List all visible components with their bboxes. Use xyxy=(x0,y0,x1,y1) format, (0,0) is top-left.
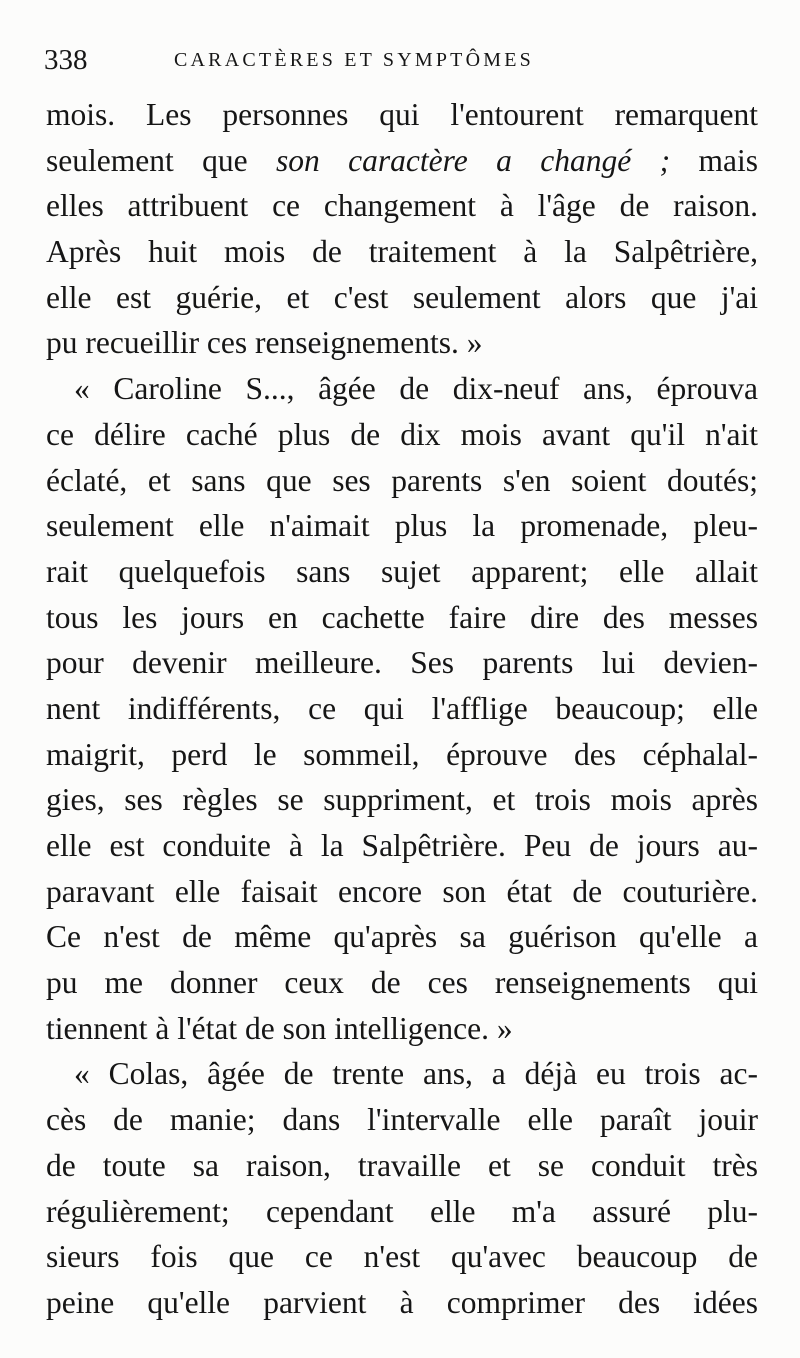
line-text: ce délire caché plus de dix mois avant qu'il n'ait xyxy=(46,416,758,452)
running-title: CARACTÈRES ET SYMPTÔMES xyxy=(174,49,534,71)
line-text: elle est guérie, et c'est seulement alors que j'ai xyxy=(46,279,758,315)
line-text: tous les jours en cachette faire dire des messes xyxy=(46,599,758,635)
line-text: nent indifférents, ce qui l'afflige beaucoup; elle xyxy=(46,690,758,726)
text-line xyxy=(46,1051,758,1097)
line-text: régulièrement; cependant elle m'a assuré plu- xyxy=(46,1193,758,1229)
page-number: 338 xyxy=(44,44,88,76)
text-line xyxy=(46,549,758,595)
line-text: Après huit mois de traitement à la Salpêtrière, xyxy=(46,234,758,270)
text-line xyxy=(46,732,758,778)
line-text: sieurs fois que ce n'est qu'avec beaucoup de xyxy=(46,1239,758,1275)
line-text: pour devenir meilleure. Ses parents lui devien- xyxy=(46,645,758,681)
line-text: gies, ses règles se suppriment, et trois mois après xyxy=(46,782,758,818)
line-text: pu me donner ceux de ces renseignements qui xyxy=(46,965,758,1001)
text-line xyxy=(46,320,758,366)
text-line xyxy=(46,1097,758,1143)
line-text: Ce n'est de même qu'après sa guérison qu'elle a xyxy=(46,919,758,955)
line-text: elles attribuent ce changement à l'âge de raison. xyxy=(46,188,758,224)
text-line xyxy=(46,1280,758,1326)
text-line xyxy=(46,869,758,915)
page-header xyxy=(44,42,756,78)
line-text: peine qu'elle parvient à comprimer des idées xyxy=(46,1284,758,1320)
text-line xyxy=(46,366,758,412)
line-text: elle est conduite à la Salpêtrière. Peu de jours au- xyxy=(46,828,758,863)
line-text: cès de manie; dans l'intervalle elle paraît jouir xyxy=(46,1102,758,1138)
text-line xyxy=(46,777,758,823)
line-text: rait quelquefois sans sujet apparent; elle allait xyxy=(46,553,758,589)
text-line xyxy=(46,595,758,641)
text-line xyxy=(46,458,758,504)
line-text: mois. Les personnes qui l'entourent remarquent xyxy=(46,97,758,132)
body-text xyxy=(46,92,758,1326)
line-text: seulement que xyxy=(46,142,276,178)
line-text: seulement elle n'aimait plus la promenade, pleu- xyxy=(46,508,758,544)
text-line xyxy=(46,412,758,458)
line-text: paravant elle faisait encore son état de couturière. xyxy=(46,873,758,909)
text-line xyxy=(46,640,758,686)
text-line xyxy=(46,686,758,732)
text-line xyxy=(46,1143,758,1189)
line-text: « Caroline S..., âgée de dix-neuf ans, éprouva xyxy=(74,371,758,407)
text-line xyxy=(46,229,758,275)
text-line xyxy=(46,823,758,869)
line-text: « Colas, âgée de trente ans, a déjà eu trois ac- xyxy=(74,1056,758,1092)
text-line xyxy=(46,1234,758,1280)
line-text: pu recueillir ces renseignements. » xyxy=(46,325,483,361)
text-line xyxy=(46,503,758,549)
line-text: tiennent à l'état de son intelligence. » xyxy=(46,1010,513,1046)
line-text: éclaté, et sans que ses parents s'en soient doutés; xyxy=(46,462,758,498)
text-line xyxy=(46,183,758,229)
text-line xyxy=(46,914,758,960)
text-line xyxy=(46,275,758,321)
line-text: de toute sa raison, travaille et se conduit très xyxy=(46,1147,758,1183)
line-text: mais xyxy=(670,142,758,178)
italic-phrase: son caractère a changé ; xyxy=(276,142,671,178)
text-line xyxy=(46,138,758,184)
text-line xyxy=(46,92,758,138)
text-line xyxy=(46,960,758,1006)
line-text: maigrit, perd le sommeil, éprouve des céphalal- xyxy=(46,736,758,772)
text-line xyxy=(46,1189,758,1235)
text-line xyxy=(46,1006,758,1052)
